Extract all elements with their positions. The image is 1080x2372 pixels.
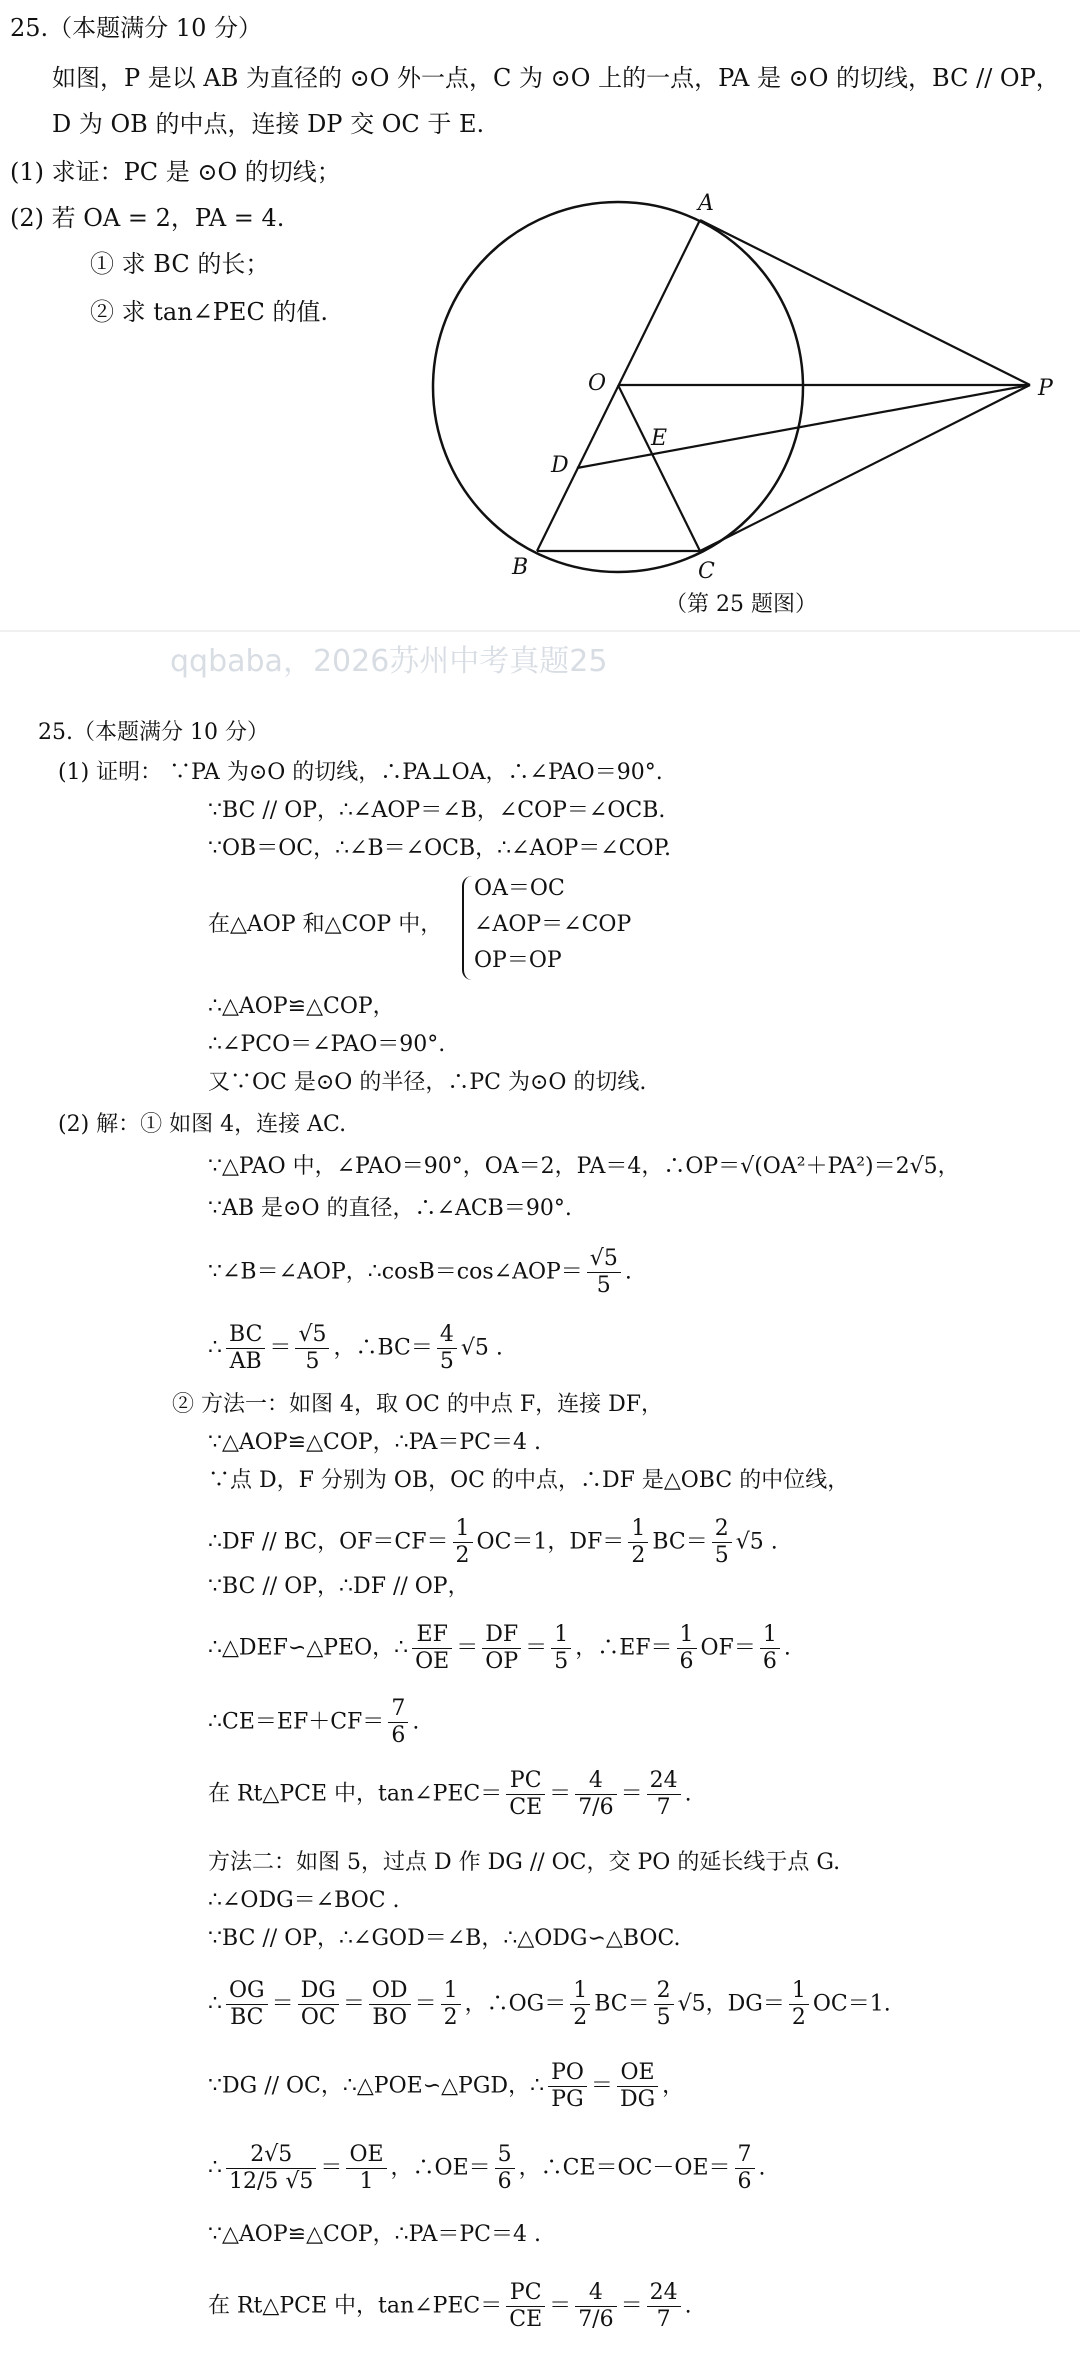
method1-line: ② 方法一：如图 4，取 OC 的中点 F，连接 DF， [172,1392,663,1417]
numerator: 2√5 [226,2142,316,2169]
text: OC＝1，DF＝ [476,1529,625,1555]
fraction [654,1978,674,2031]
denominator: 6 [497,2169,512,2194]
fraction [789,1978,809,2031]
text: ∴ [208,2155,222,2181]
denominator: DG [619,2087,656,2112]
fraction [570,1978,590,2031]
equals: ＝ [320,2155,343,2181]
fraction [482,1622,521,1675]
fraction [226,2142,316,2195]
problem-line-2: D 为 OB 的中点，连接 DP 交 OC 于 E. [52,110,485,138]
text: ∴ [208,1991,222,2017]
comma: ， [662,2073,685,2099]
fraction [506,2280,545,2333]
denominator: 2 [573,2005,588,2030]
label-o: O [588,371,607,396]
text: √5 . [735,1529,778,1555]
equals: ＝ [342,1991,365,2017]
segment-ap [700,220,1030,385]
fraction [647,1768,681,1821]
denominator: 6 [391,1723,406,1748]
denominator: 7/6 [578,1795,614,1820]
fraction [575,1768,616,1821]
fraction [412,1622,452,1675]
numerator: 1 [570,1978,590,2005]
numerator: √5 [295,1322,329,1349]
denominator: BO [372,2005,408,2030]
equals: ＝ [549,2293,572,2319]
system-line: ∠AOP＝∠COP [474,912,632,937]
solution-line [208,1322,503,1375]
numerator: √5 [587,1246,621,1273]
denominator: 2 [631,1543,646,1568]
numerator: 1 [453,1516,473,1543]
text: 在 Rt△PCE 中，tan∠PEC＝ [208,1781,503,1807]
solution-line: (2) 解：① 如图 4，连接 AC. [58,1112,347,1137]
equals: ＝ [590,2073,613,2099]
denominator: BC [230,2005,264,2030]
label-p: P [1038,376,1053,401]
text: BC＝ [594,1991,650,2017]
text: ，∴EF＝ [575,1635,673,1661]
text: ＝ [269,1335,292,1361]
fraction [226,1322,265,1375]
equals: ＝ [549,1781,572,1807]
equals: ＝ [456,1635,479,1661]
denominator: 5 [554,1649,569,1674]
solution-line [208,1246,632,1299]
fraction [495,2142,515,2195]
fraction [369,1978,411,2031]
method2-line: ∵△AOP≌△COP，∴PA＝PC＝4 . [208,2222,541,2247]
denominator: CE [509,2307,543,2332]
fraction [647,2280,681,2333]
figure-caption: （第 25 题图） [665,592,817,617]
label-e: E [651,426,668,451]
solution-header: 25.（本题满分 10 分） [38,720,269,745]
numerator: 7 [388,1696,408,1723]
fraction [735,2142,755,2195]
method2-line [208,2060,684,2113]
fraction [298,1978,339,2031]
numerator: OE [346,2142,386,2169]
numerator: OE [617,2060,658,2087]
fraction [712,1516,732,1569]
text: ，∴OG＝ [464,1991,567,2017]
solution-line: 又∵OC 是⊙O 的半径，∴PC 为⊙O 的切线. [208,1070,647,1095]
period: . [624,1259,632,1285]
denominator: CE [509,1795,543,1820]
label-c: C [698,559,715,584]
solution-line: ∴△AOP≌△COP， [208,994,395,1019]
denominator: 5 [596,1273,611,1298]
denominator: OE [415,1649,450,1674]
system-line: OP＝OP [474,948,562,973]
method2-line [208,2142,766,2195]
solution-line: (1) 证明： ∵PA 为⊙O 的切线，∴PA⊥OA，∴∠PAO＝90°. [58,760,663,785]
equals: ＝ [271,1991,294,2017]
method1-line [208,1696,419,1749]
text: ∴DF // BC，OF＝CF＝ [208,1529,449,1555]
equals: ＝ [620,2293,643,2319]
period: . [783,1635,791,1661]
numerator: PC [506,2280,545,2307]
text: OF＝ [700,1635,756,1661]
method1-line: ∵BC // OP，∴DF // OP， [208,1574,470,1599]
text: ，∴OE＝ [390,2155,491,2181]
fraction [441,1978,461,2031]
numerator: OD [369,1978,411,2005]
text: √5 . [460,1335,503,1361]
method2-line: ∵BC // OP，∴∠GOD＝∠B，∴△ODG∽△BOC. [208,1926,681,1951]
method1-line: ∵点 D，F 分别为 OB，OC 的中点，∴DF 是△OBC 的中位线， [208,1468,850,1493]
solution-line: ∵OB＝OC，∴∠B＝∠OCB，∴∠AOP＝∠COP. [208,836,671,861]
numerator: 1 [551,1622,571,1649]
equals: ＝ [525,1635,548,1661]
fraction [575,2280,616,2333]
label-d: D [551,453,569,478]
numerator: DG [298,1978,339,2005]
denominator: 5 [656,2005,671,2030]
text: √5，DG＝ [677,1991,785,2017]
question-1: (1) 求证：PC 是 ⊙O 的切线； [10,158,341,186]
problem-header: 25.（本题满分 10 分） [10,14,262,42]
segment-cp [700,385,1030,551]
fraction [506,1768,545,1821]
method1-line [208,1516,778,1569]
numerator: 24 [647,2280,681,2307]
method2-line [208,1978,891,2031]
numerator: 2 [654,1978,674,2005]
fraction [617,2060,658,2113]
question-2b: ② 求 tan∠PEC 的值. [90,298,329,326]
denominator: 1 [359,2169,374,2194]
denominator: 5 [305,1349,320,1374]
watermark: qqbaba，2026苏州中考真题25 [170,644,608,679]
numerator: 4 [575,1768,616,1795]
period: . [684,1781,692,1807]
denominator: 7/6 [578,2307,614,2332]
text: ∴CE＝EF＋CF＝ [208,1709,385,1735]
method1-line [208,1622,791,1675]
method1-line [208,1768,692,1821]
fraction [587,1246,621,1299]
equals: ＝ [414,1991,437,2017]
denominator: 6 [679,1649,694,1674]
period: . [758,2155,766,2181]
method2-line [208,2280,692,2333]
fraction [548,2060,587,2113]
fraction [677,1622,697,1675]
fraction [295,1322,329,1375]
method1-line: ∵△AOP≌△COP，∴PA＝PC＝4 . [208,1430,541,1455]
text: BC＝ [652,1529,708,1555]
denominator: 7 [656,1795,671,1820]
system-line: OA＝OC [474,876,565,901]
fraction [437,1322,457,1375]
denominator: AB [229,1349,262,1374]
geometry-figure [0,0,1080,630]
problem-line-1: 如图，P 是以 AB 为直径的 ⊙O 外一点，C 为 ⊙O 上的一点，PA 是 ⊙O 的切线，BC // OP， [52,64,1060,92]
numerator: PC [506,1768,545,1795]
numerator: 1 [760,1622,780,1649]
section-divider [0,630,1080,632]
label-a: A [698,191,714,216]
period: . [684,2293,692,2319]
denominator: 2 [455,1543,470,1568]
denominator: 5 [714,1543,729,1568]
solution-line: ∴∠PCO＝∠PAO＝90°. [208,1032,446,1057]
numerator: PO [548,2060,587,2087]
denominator: 5 [439,1349,454,1374]
denominator: 6 [762,1649,777,1674]
segment-oc [618,385,700,551]
system-brace [462,876,474,980]
denominator: 6 [737,2169,752,2194]
question-2a: ① 求 BC 的长； [90,250,270,278]
denominator: 2 [791,2005,806,2030]
fraction [551,1622,571,1675]
denominator: 2 [443,2005,458,2030]
text: 在 Rt△PCE 中，tan∠PEC＝ [208,2293,503,2319]
numerator: 1 [628,1516,648,1543]
numerator: 1 [441,1978,461,2005]
method2-line: ∴∠ODG＝∠BOC . [208,1888,400,1913]
numerator: DF [482,1622,521,1649]
text: ∴ [208,1335,222,1361]
solution-line: ∵△PAO 中，∠PAO＝90°，OA＝2，PA＝4，∴OP＝√(OA²＋PA²)＝2√5， [208,1154,960,1179]
fraction [760,1622,780,1675]
numerator: 1 [789,1978,809,2005]
denominator: OC [300,2005,336,2030]
text: ，∴BC＝ [333,1335,433,1361]
text: ∵DG // OC，∴△POE∽△PGD，∴ [208,2073,545,2099]
fraction [226,1978,268,2031]
numerator: 7 [735,2142,755,2169]
fraction [388,1696,408,1749]
text: ，∴CE＝OC－OE＝ [518,2155,731,2181]
text: ∵∠B＝∠AOP，∴cosB＝cos∠AOP＝ [208,1259,583,1285]
numerator: 4 [437,1322,457,1349]
denominator: OP [485,1649,519,1674]
fraction [453,1516,473,1569]
text: ∴△DEF∽△PEO，∴ [208,1635,409,1661]
numerator: 1 [677,1622,697,1649]
solution-line: 在△AOP 和△COP 中， [208,912,443,937]
denominator: PG [551,2087,584,2112]
numerator: EF [412,1622,452,1649]
numerator: 5 [495,2142,515,2169]
period: . [412,1709,420,1735]
solution-line: ∵BC // OP，∴∠AOP＝∠B，∠COP＝∠OCB. [208,798,666,823]
solution-line: ∵AB 是⊙O 的直径，∴∠ACB＝90°. [208,1196,572,1221]
numerator: BC [226,1322,265,1349]
numerator: 2 [712,1516,732,1543]
equals: ＝ [620,1781,643,1807]
numerator: 24 [647,1768,681,1795]
numerator: OG [226,1978,268,2005]
fraction [346,2142,386,2195]
text: OC＝1. [812,1991,891,2017]
question-2: (2) 若 OA = 2，PA = 4. [10,204,285,232]
fraction [628,1516,648,1569]
numerator: 4 [575,2280,616,2307]
method2-line: 方法二：如图 5，过点 D 作 DG // OC，交 PO 的延长线于点 G. [208,1850,841,1875]
label-b: B [512,555,529,580]
denominator: 7 [656,2307,671,2332]
denominator: 12/5 √5 [229,2169,314,2194]
